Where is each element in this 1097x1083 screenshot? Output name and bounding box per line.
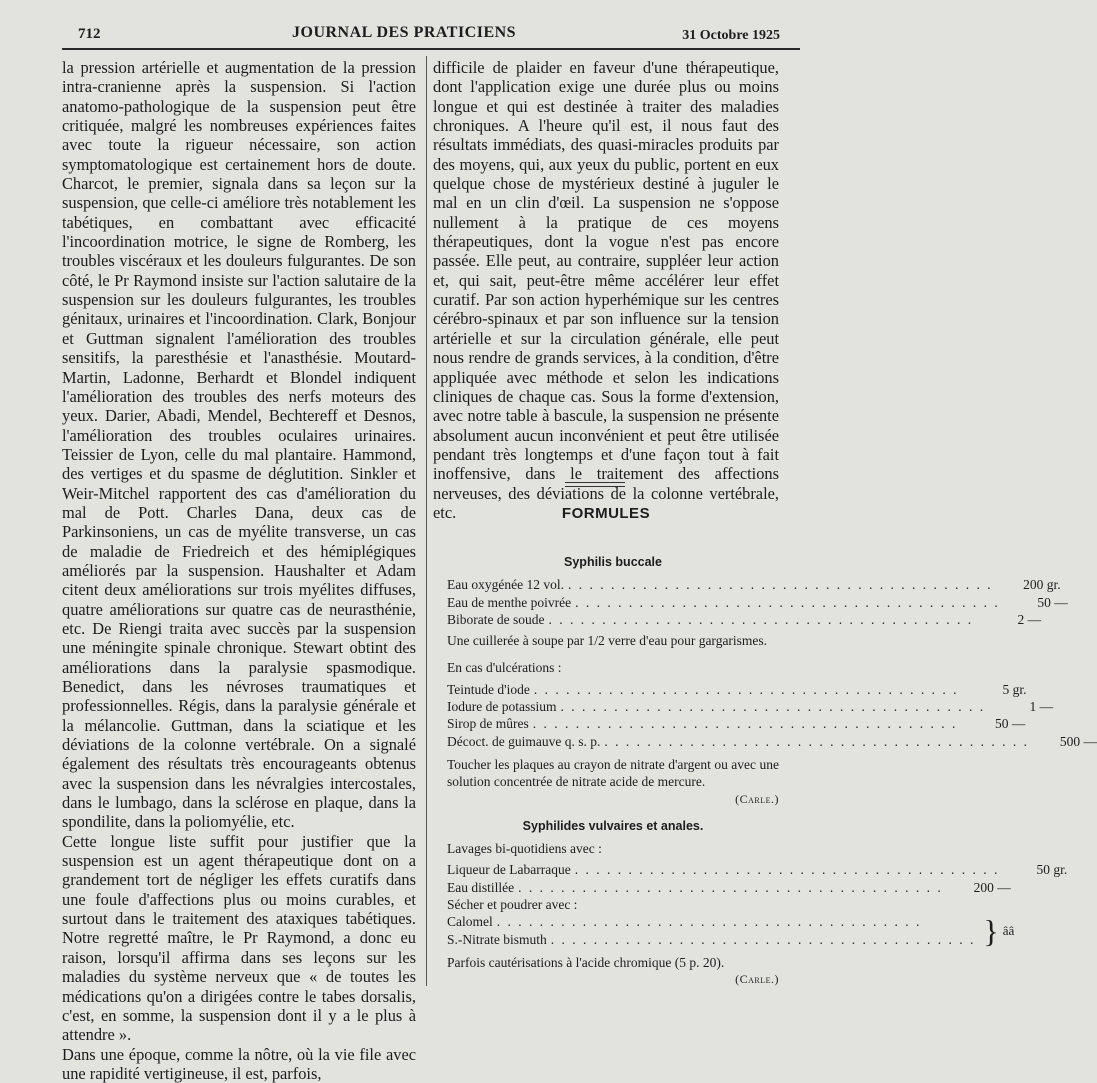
ingredient-name: Eau oxygénée 12 vol. bbox=[447, 577, 564, 593]
formula-row bbox=[447, 733, 1097, 750]
journal-title: JOURNAL DES PRATICIENS bbox=[292, 24, 517, 41]
author-signature: (Carle.) bbox=[735, 791, 779, 806]
left-paragraph-1: la pression artérielle et augmentation de la pression intra-cranienne après la suspension. Si l'action anatomo-pathologique de la suspension peut être critiquée, malgré les nombreuses expériences faites avec toute la rigueur nécessaire, son action symptomatologique est certainement hors de doute. Charcot, le premier, signala dans sa leçon sur la suspension, que celle-ci améliore très notablement les tabétiques, en combattant avec efficacité l'incoordination motrice, le signe de Romberg, les troubles viscéraux et les douleurs fulgurantes. De son côté, le Pr Raymond insiste sur l'action salutaire de la suspension sur les douleurs fulgurantes, les troubles génitaux, urinaires et l'incoordination. Clark, Bonjour et Guttman signalent l'amélioration des troubles sensitifs, la paresthésie et l'anasthésie. Moutard-Martin, Ladonne, Berhardt et Blondel indiquent l'amélioration des troubles des nerfs moteurs des yeux. Darier, Abadi, Mendel, Bechtereff et Desnos, l'amélioration des troubles oculaires urinaires. Teissier de Lyon, celle du mal plantaire. Hammond, des vertiges et du spasme de déglutition. Sinkler et Weir-Mitchel rapportent des cas d'amélioration du mal de Pott. Charles Dana, deux cas de Parkinsoniens, un cas de myélite transverse, un cas de maladie de Friedreich et des hémiplégiques améliorés par la suspension. Haushalter et Adam citent deux améliorations sur trois myélites diffuses, quatre améliorations sur quatre cas de neurasthénie, etc. De Riengi traita avec succès par la suspension une méningite spinale chronique. Stewart obtint des améliorations dans la paralysie spasmodique. Benedict, dans les névroses traumatiques et professionnelles. Régis, dans la paralysie générale et la mélancolie. Guttman, dans la sciatique et les déviations de la colonne vertébrale. On a signalé également des résultats très encourageants obtenus avec la suspension dans les névralgies intercostales, dans le lumbago, dans la sclérose en plaque, dans la spondilite, dans la poliomyélie, etc. bbox=[62, 58, 416, 832]
formulas-section bbox=[447, 546, 1097, 989]
ingredient-name: Décoct. de guimauve q. s. p. bbox=[447, 733, 601, 749]
ingredient-name: Liqueur de Labarraque bbox=[447, 862, 571, 878]
formula-row bbox=[447, 931, 979, 948]
left-paragraph-2: Cette longue liste suffit pour justifier que la suspension est un agent thérapeutique dont on a grandement tort de négliger les effets curatifs dans une foule d'affections plus ou moins curables, et surtout dans le traitement des ataxiques tabétiques. Notre regretté maître, le Pr Raymond, a donc eu raison, lorsqu'il affirma dans ses leçons sur les maladies du système nerveux que « de toutes les médications qu'on a dirigées contre le tabes dorsalis, c'est, en somme, la suspension dont il y a le plus à attendre ». bbox=[62, 831, 416, 1045]
ingredient-quantity: 50 — bbox=[1037, 594, 1068, 610]
leader-dots bbox=[604, 733, 1029, 750]
spacer bbox=[447, 649, 779, 659]
section-separator-rule bbox=[565, 482, 625, 483]
leader-dots bbox=[534, 681, 959, 698]
ingredient-quantity: 50 — bbox=[995, 716, 1026, 732]
header-rule bbox=[62, 48, 800, 50]
formula-row bbox=[447, 681, 1027, 698]
aa-quantity: ââ bbox=[1002, 922, 1015, 938]
formula-row bbox=[447, 576, 1061, 593]
ingredient-name: Teintude d'iode bbox=[447, 681, 530, 697]
usage-note: Une cuillerée à soupe par 1/2 verre d'eau pour gargarismes. bbox=[447, 633, 768, 649]
page-header bbox=[0, 0, 800, 50]
ingredient-quantity: 5 gr. bbox=[1002, 681, 1027, 697]
ingredient-quantity: 50 gr. bbox=[1036, 862, 1068, 878]
formula-row bbox=[447, 715, 1026, 732]
right-paragraph-1: difficile de plaider en faveur d'une thérapeutique, dont l'application exige une durée plus ou moins longue et qui est destinée à traiter des maladies chroniques. A l'heure qu'il est, il nous faut des résultats immédiats, des quasi-miracles produits par des moyens, qui, aux yeux du public, portent en eux quelque chose de mystérieux destiné à juguler le mal en un clin d'œil. La suspension ne s'oppose nullement à la pratique de ces moyens thérapeutiques, dont la vogue n'est pas encore passée. Elle peut, au contraire, suppléer leur action et, qui sait, peut-être même accélérer leur effet curatif. Par son action hyperhémique sur les centres cérébro-spinaux et par son influence sur la tension artérielle et sur la circulation générale, elle peut nous rendre de grands services, à la condition, d'être appliquée avec méthode et selon les indications cliniques de chaque cas. Sous la forme d'extension, avec notre table à bascule, la suspension ne présente absolument aucun inconvénient et peut être utilisée pendant très longtemps et d'une façon tout à fait inoffensive, dans le traitement des affections nerveuses, des déviations de la colonne vertébrale, etc. bbox=[433, 58, 779, 522]
ingredient-name: Eau distillée bbox=[447, 879, 515, 895]
ingredient-quantity: 1 — bbox=[1029, 699, 1054, 715]
final-note: Parfois cautérisations à l'acide chromique (5 p. 20). bbox=[447, 954, 725, 970]
formula-row bbox=[447, 594, 1068, 611]
leader-dots bbox=[560, 698, 985, 715]
formules-title: FORMULES bbox=[561, 505, 651, 522]
ingredient-name: Iodure de potassium bbox=[447, 699, 557, 715]
ulcerations-label: En cas d'ulcérations : bbox=[447, 660, 562, 676]
application-instruction: Toucher les plaques au crayon de nitrate d'argent ou avec une solution concentrée de nitrate acide de mercure. bbox=[447, 756, 779, 790]
formula-row bbox=[447, 698, 1054, 715]
ingredient-quantity: 500 — bbox=[1059, 733, 1097, 749]
formula-row bbox=[447, 611, 1042, 628]
syphilis-buccale-heading: Syphilis buccale bbox=[564, 555, 662, 569]
brace-symbol: } bbox=[983, 912, 999, 949]
lavages-label: Lavages bi-quotidiens avec : bbox=[447, 841, 602, 857]
page-number: 712 bbox=[78, 26, 101, 42]
ingredient-name: S.-Nitrate bismuth bbox=[447, 931, 547, 947]
ingredient-quantity: 2 — bbox=[1017, 611, 1042, 627]
formula-row bbox=[447, 861, 1068, 878]
syphilides-heading: Syphilides vulvaires et anales. bbox=[522, 818, 704, 833]
leader-dots bbox=[497, 913, 976, 930]
leader-dots bbox=[533, 715, 958, 732]
section-separator-rule bbox=[565, 486, 625, 487]
ingredient-quantity: 200 — bbox=[973, 879, 1011, 895]
leader-dots bbox=[575, 861, 1000, 878]
left-paragraph-3: Dans une époque, comme la nôtre, où la vie file avec une rapidité vertigineuse, il est, parfois, bbox=[62, 1044, 416, 1083]
ingredient-name: Eau de menthe poivrée bbox=[447, 594, 572, 610]
ingredient-quantity: 200 gr. bbox=[1023, 577, 1061, 593]
formula-row bbox=[447, 879, 1011, 896]
leader-dots bbox=[575, 594, 1000, 611]
formula-row bbox=[447, 913, 979, 930]
leader-dots bbox=[551, 931, 976, 948]
secher-label: Sécher et poudrer avec : bbox=[447, 897, 578, 913]
powder-rows bbox=[447, 913, 979, 948]
left-column bbox=[62, 58, 416, 1083]
right-column bbox=[433, 58, 779, 522]
issue-date: 31 Octobre 1925 bbox=[682, 28, 780, 43]
column-divider bbox=[426, 56, 427, 986]
leader-dots bbox=[548, 611, 973, 628]
ingredient-name: Calomel bbox=[447, 914, 493, 930]
leader-dots bbox=[518, 879, 943, 896]
ingredient-name: Biborate de soude bbox=[447, 611, 545, 627]
powder-group bbox=[447, 912, 1015, 949]
leader-dots bbox=[568, 576, 993, 593]
author-signature: (Carle.) bbox=[735, 972, 779, 987]
ingredient-name: Sirop de mûres bbox=[447, 716, 529, 732]
